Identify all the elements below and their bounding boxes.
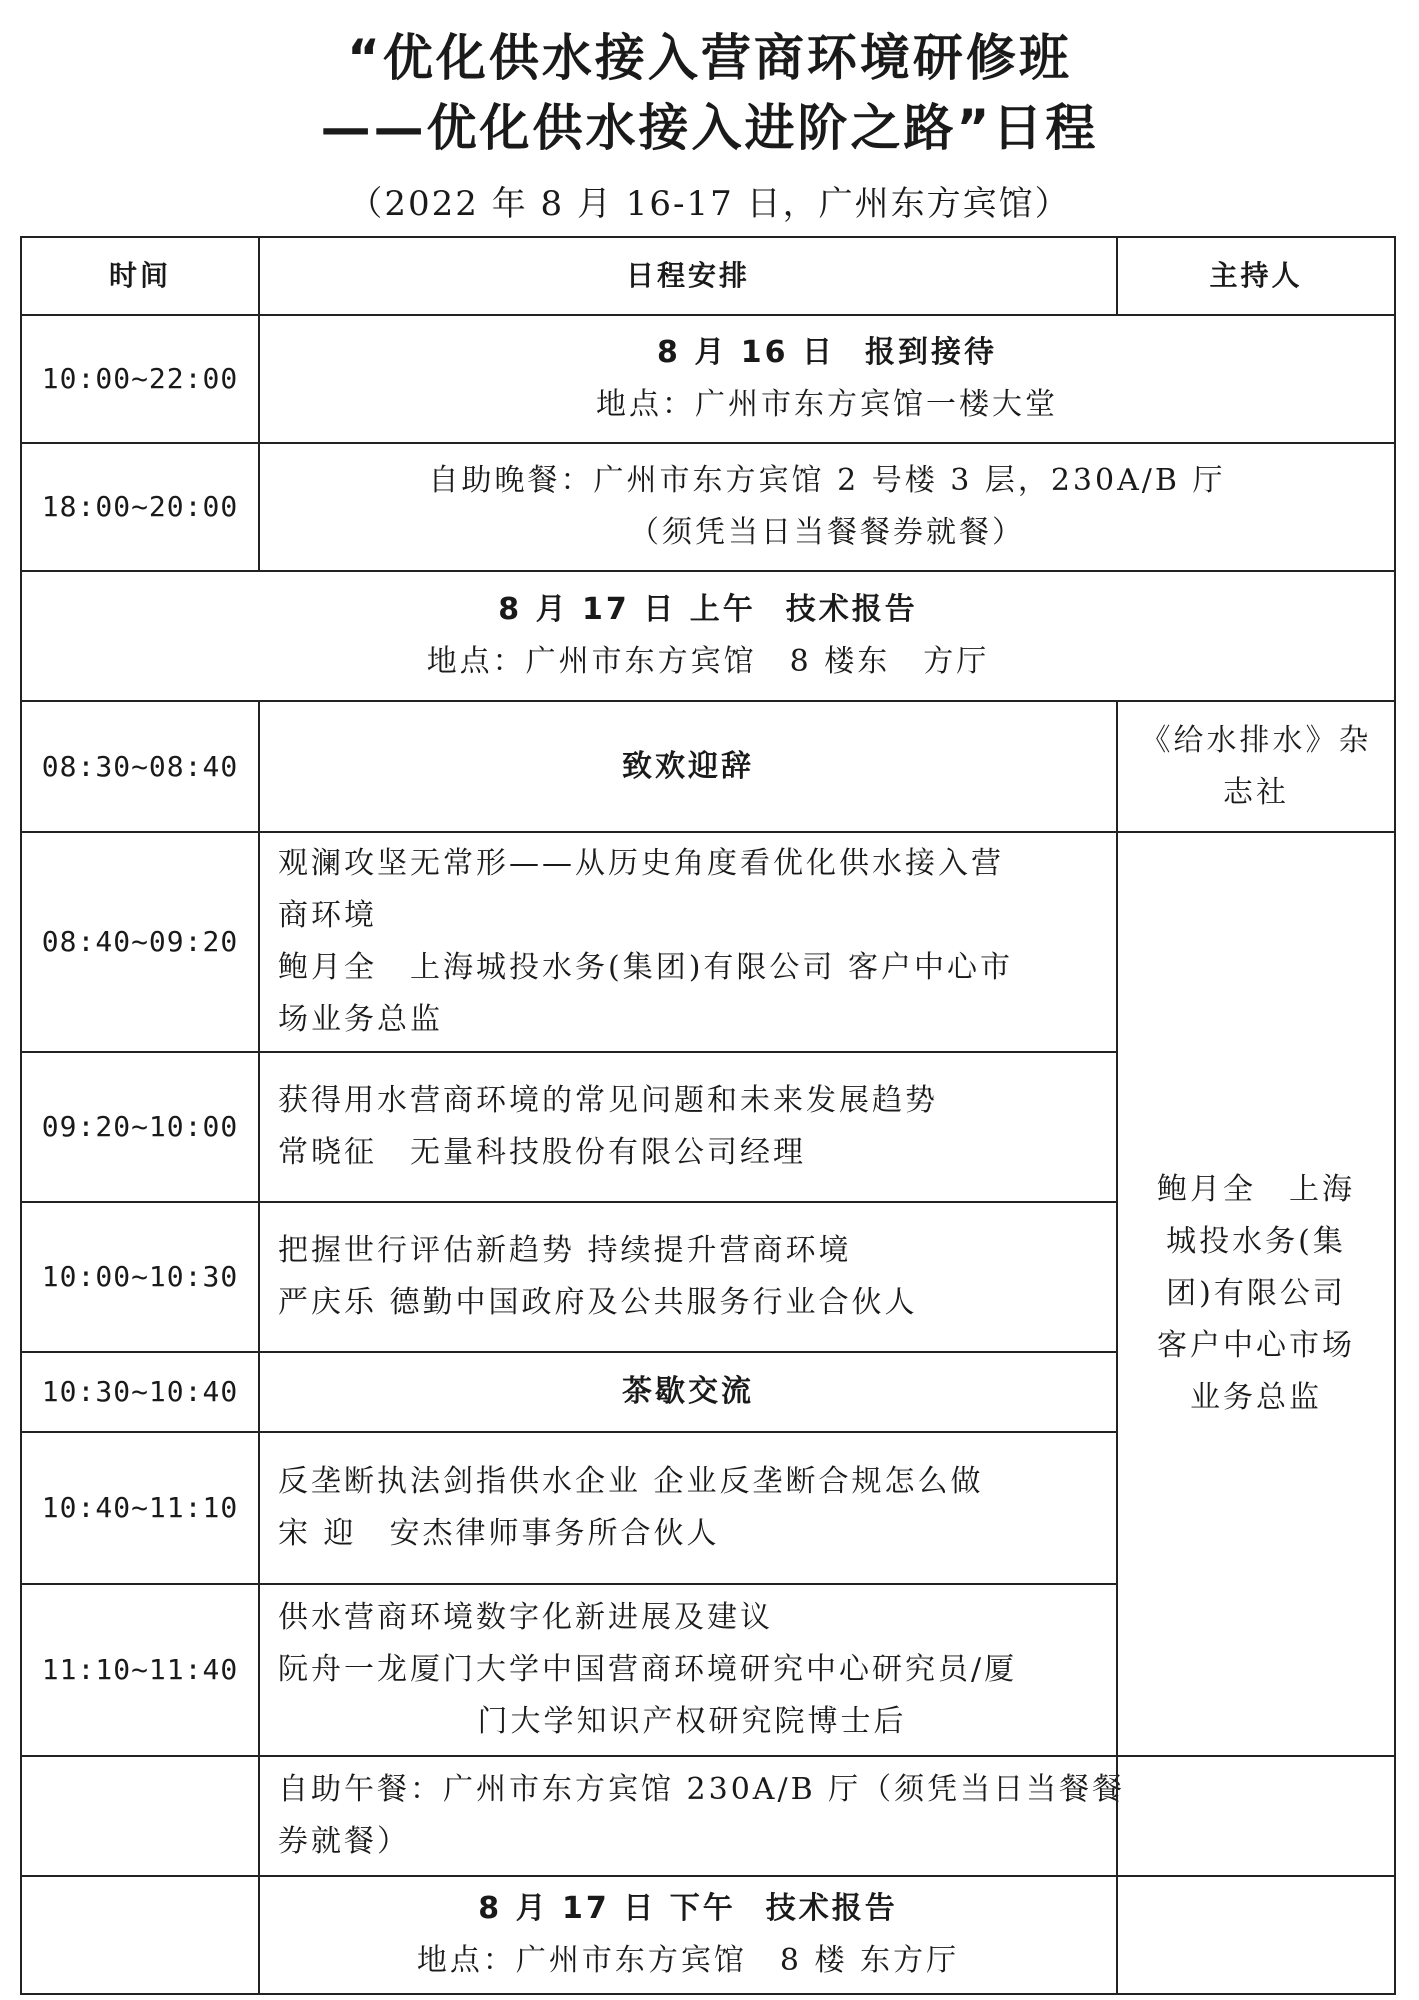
host-merged-cell: [1116, 831, 1396, 1757]
doc-title-line2: ——优化供水接入进阶之路”日程: [320, 99, 1099, 157]
doc-subtitle: （2022 年 8 月 16-17 日，广州东方宾馆）: [348, 184, 1071, 224]
dinner-cell: [258, 442, 1396, 572]
header-schedule: 日程安排: [258, 236, 1118, 316]
time-cell: 11:10~11:40: [20, 1583, 260, 1757]
time-cell-empty: [20, 1875, 260, 1995]
talk-cell: [258, 1431, 1118, 1585]
host-line: 客户中心市场: [1157, 1328, 1355, 1363]
talk-speaker: 宋 迎 安杰律师事务所合伙人: [278, 1516, 720, 1551]
doc-title-line1: “优化供水接入营商环境研修班: [347, 29, 1072, 87]
talk-speaker: 常晓征 无量科技股份有限公司经理: [278, 1135, 806, 1170]
section-morning-location: 地点：广州市东方宾馆 8 楼东 方厅: [426, 644, 990, 679]
host-line: 《给水排水》杂: [1140, 722, 1372, 758]
dinner-line: 自助晚餐：广州市东方宾馆 2 号楼 3 层，230A/B 厅: [428, 463, 1226, 498]
talk-speaker: 阮舟一龙厦门大学中国营商环境研究中心研究员/厦: [278, 1652, 1018, 1687]
host-line: 业务总监: [1190, 1380, 1322, 1415]
time-cell: 08:30~08:40: [20, 700, 260, 833]
time-cell: 10:40~11:10: [20, 1431, 260, 1585]
header-time: 时间: [20, 236, 260, 316]
talk-title: 供水营商环境数字化新进展及建议: [278, 1600, 773, 1635]
time-cell: 10:00~22:00: [20, 314, 260, 444]
talk-title: 反垄断执法剑指供水企业 企业反垄断合规怎么做: [278, 1464, 984, 1499]
section-afternoon: [258, 1875, 1118, 1995]
dinner-note: （须凭当日当餐餐券就餐）: [629, 515, 1025, 550]
section-morning: [20, 570, 1396, 702]
talk-cell: [258, 1201, 1118, 1353]
time-cell: 08:40~09:20: [20, 831, 260, 1053]
arrival-cell: [258, 314, 1396, 444]
section-afternoon-location: 地点：广州市东方宾馆 8 楼 东方厅: [416, 1943, 960, 1978]
section-afternoon-heading: 8 月 17 日 下午 技术报告: [478, 1891, 898, 1926]
arrival-location: 地点：广州市东方宾馆一楼大堂: [596, 387, 1058, 422]
talk-title: 商环境: [278, 898, 377, 933]
talk-cell: [258, 1051, 1118, 1203]
time-cell: 10:00~10:30: [20, 1201, 260, 1353]
arrival-heading: 8 月 16 日 报到接待: [657, 335, 997, 370]
talk-speaker: 鲍月全 上海城投水务(集团)有限公司 客户中心市: [278, 950, 1013, 985]
welcome-cell: 致欢迎辞: [258, 700, 1118, 833]
lunch-line: 券就餐）: [278, 1824, 410, 1859]
header-host: 主持人: [1116, 236, 1396, 316]
host-cell: [1116, 700, 1396, 833]
lunch-line: 自助午餐：广州市东方宾馆 230A/B 厅（须凭当日当餐餐: [278, 1772, 1126, 1807]
tea-break-cell: 茶歇交流: [258, 1351, 1118, 1433]
host-line: 志社: [1223, 774, 1289, 810]
talk-speaker: 场业务总监: [278, 1002, 443, 1037]
talk-speaker: 严庆乐 德勤中国政府及公共服务行业合伙人: [278, 1285, 918, 1320]
section-morning-heading: 8 月 17 日 上午 技术报告: [498, 592, 918, 627]
talk-title: 观澜攻坚无常形——从历史角度看优化供水接入营: [278, 846, 1004, 881]
talk-cell: [258, 1583, 1118, 1757]
talk-title: 把握世行评估新趋势 持续提升营商环境: [278, 1233, 852, 1268]
host-line: 团)有限公司: [1166, 1276, 1346, 1311]
host-line: 鲍月全 上海: [1157, 1172, 1355, 1207]
talk-cell: [258, 831, 1118, 1053]
host-line: 城投水务(集: [1166, 1224, 1346, 1259]
time-cell-empty: [20, 1755, 260, 1877]
host-cell-empty: [1116, 1875, 1396, 1995]
talk-title: 获得用水营商环境的常见问题和未来发展趋势: [278, 1083, 938, 1118]
talk-speaker: 门大学知识产权研究院博士后: [477, 1704, 907, 1739]
time-cell: 18:00~20:00: [20, 442, 260, 572]
lunch-cell: [258, 1755, 1126, 1877]
host-cell-empty: [1116, 1755, 1396, 1877]
time-cell: 10:30~10:40: [20, 1351, 260, 1433]
time-cell: 09:20~10:00: [20, 1051, 260, 1203]
